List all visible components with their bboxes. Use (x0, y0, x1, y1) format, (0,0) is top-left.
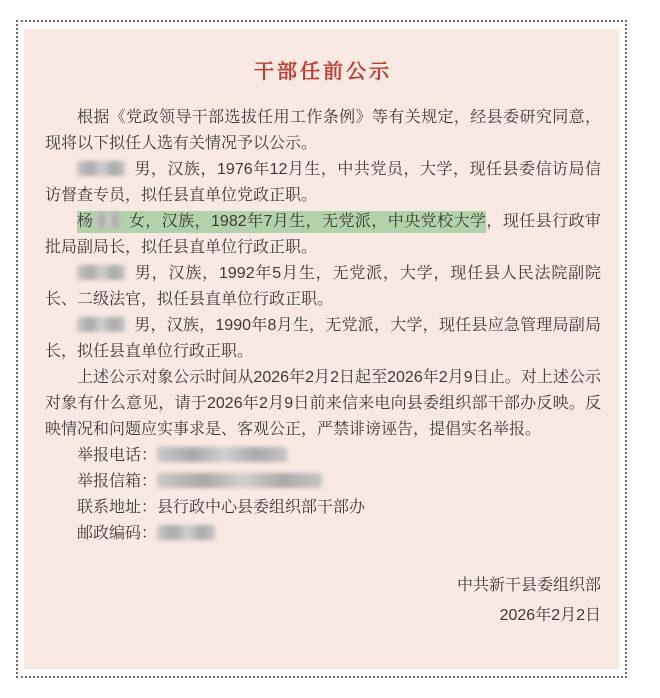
notice-panel (24, 29, 619, 669)
report-phone-label: 举报电话： (77, 447, 158, 464)
postcode-label: 邮政编码： (77, 525, 158, 542)
candidate-paragraph-4 (45, 313, 601, 365)
candidate-2-highlighted-text: 女，汉族，1982年7月生，无党派，中央党校大学 (128, 213, 487, 230)
publicity-period-paragraph: 上述公示对象公示时间从2026年2月2日起至2026年2月9日止。对上述公示对象有什么意见，请于2026年2月9日前来信来电向县委组织部干部办反映。反映情况和问题应实事求是、客观公正，严禁诽谤诬告，提倡实名举报。 (45, 369, 601, 438)
contact-address-line (45, 495, 601, 521)
candidate-paragraph-2 (45, 209, 601, 261)
redacted-name-blur (77, 161, 125, 176)
candidate-3-text: 男，汉族，1992年5月生，无党派，大学，现任县人民法院副院长、二级法官，拟任县直单位行政正职。 (45, 265, 601, 308)
contact-address-label: 联系地址： (77, 499, 158, 516)
contact-address-value: 县行政中心县委组织部干部办 (157, 499, 366, 516)
report-phone-line (45, 443, 601, 469)
redacted-postcode-blur (157, 525, 215, 540)
candidate-2-rest-text: ，现任县行政审批局副局长，拟任县直单位行政正职。 (45, 213, 601, 256)
redacted-mailbox-blur (157, 473, 322, 488)
redacted-name-blur (77, 317, 125, 332)
report-mailbox-line (45, 469, 601, 495)
candidate-2-surname: 杨 (77, 213, 94, 230)
candidate-paragraph-3 (45, 261, 601, 313)
intro-paragraph: 根据《党政领导干部选拔任用工作条例》等有关规定，经县委研究同意，现将以下拟任人选有关情况予以公示。 (45, 109, 601, 152)
signature-block (45, 571, 601, 631)
candidate-paragraph-1 (45, 157, 601, 209)
notice-title: 干部任前公示 (254, 61, 392, 83)
green-highlight (77, 211, 486, 233)
report-mailbox-label: 举报信箱： (77, 473, 158, 490)
redacted-phone-blur (157, 447, 287, 462)
postcode-line (45, 521, 601, 547)
candidate-4-text: 男，汉族，1990年8月生，无党派，大学，现任县应急管理局副局长，拟任县直单位行政正职。 (45, 317, 601, 360)
candidate-1-text: 男，汉族，1976年12月生，中共党员，大学，现任县委信访局信访督查专员，拟任县直单位党政正职。 (45, 161, 601, 204)
signature-org: 中共新干县委组织部 (456, 577, 601, 594)
redacted-given-name-blur (95, 213, 121, 228)
signature-date: 2026年2月2日 (499, 607, 601, 624)
document-dotted-border (16, 20, 627, 678)
redacted-name-blur (77, 265, 125, 280)
